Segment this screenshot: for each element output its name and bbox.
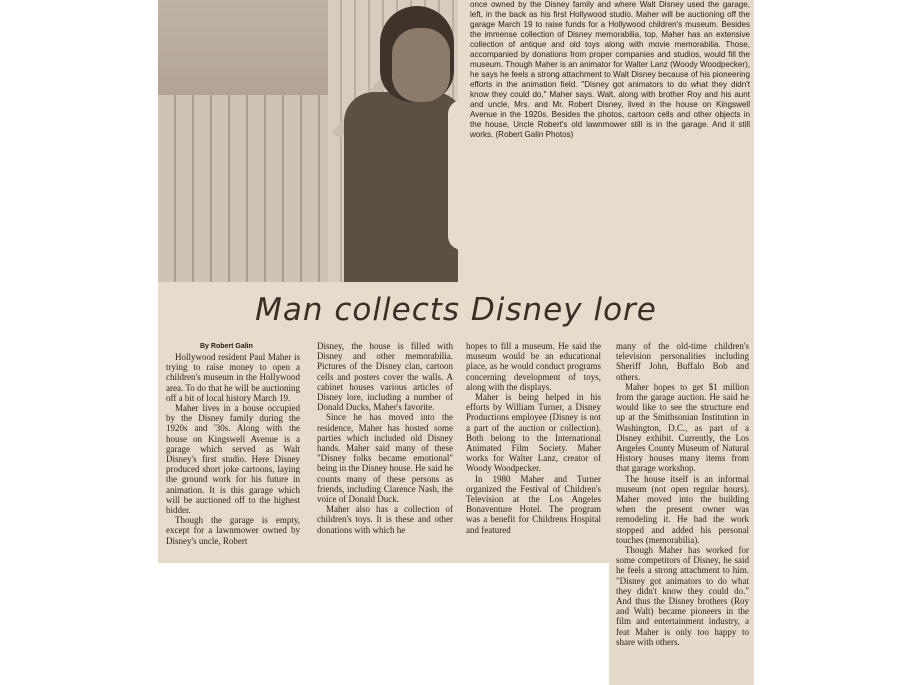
paragraph: Disney, the house is filled with Disney and other memorabilia. Pictures of the Disney clan, cartoon cells and posters cover the walls. A cabinet houses various articles of Disney lore, including a number of Donald Ducks, Maher's favorite.	[317, 341, 453, 413]
paragraph: Since he has moved into the residence, Maher has hosted some parties which included old Disney hands. Maher said many of these "Disney folks became emotional" being in the Disney house. He said he counts many of these persons as friends, including Clarence Nash, the voice of Donald Duck.	[317, 412, 453, 505]
paragraph: In 1980 Maher and Turner organized the Festival of Children's Television at the Los Angeles Bonaventure Hotel. The program was a benefit for Childrens Hospital and featured	[466, 473, 601, 535]
article-column-3	[466, 341, 601, 554]
photo-wall	[158, 95, 328, 282]
paragraph: The house itself is an informal museum (not open regular hours). Maher moved into the building when the present owner was remodeling it. He had the work stopped and added his personal touches (memorabilia).	[616, 473, 749, 545]
paragraph: Maher lives in a house occupied by the Disney family during the 1920s and '30s. Along with the house on Kingswell Avenue is a garage which served as Walt Disney's first studio. Here Disney produced short joke cartoons, laying the ground work for his future in animation. It is this garage which will be auctioned off to the highest bidder.	[166, 403, 300, 516]
photo-man-sleeve	[448, 100, 458, 250]
paragraph: Though Maher has worked for some competitors of Disney, he said he feels a strong attachment to him. "Disney got animators to do what they didn't know they could do." And thus the Disney brothers (Roy and Walt) became pioneers in the film and entertainment industry, a feat Maher is only too happy to share with others.	[616, 545, 749, 647]
paragraph: many of the old-time children's television personalities including Sheriff John, Buffalo Bob and others.	[616, 341, 749, 382]
photo-man-vest	[344, 92, 458, 282]
paragraph: hopes to fill a museum. He said the museum would be an educational place, as he would conduct programs concerning development of toys, along with the displays.	[466, 341, 601, 392]
article-column-4	[616, 341, 749, 677]
paragraph: Maher also has a collection of children's toys. It is these and other donations with which he	[317, 504, 453, 535]
paragraph: Hollywood resident Paul Maher is trying to raise money to open a children's museum in the Hollywood area. To do that he will be auctioning off a bit of local history March 19.	[166, 352, 300, 403]
paragraph: Though the garage is empty, except for a lawnmower owned by Disney's uncle, Robert	[166, 515, 300, 546]
byline: By Robert Galin	[200, 343, 253, 350]
photo-caption: once owned by the Disney family and where Walt Disney used the garage, left, in the back as his first Hollywood studio. Maher will be auctioning off the garage March 19 to raise funds for a Hollywood children's museum. Besides the immense collection of Disney memorabilia, top, Maher has an extensive collection of antique and old toys along with movie memorabilia. Those, accompanied by donations from proper companies and studios, would fill the museum. Though Maher is an animator for Walter Lanz (Woody Woodpecker), he says he feels a strong attachment to Walt Disney because of his pioneering efforts in the animation field. "Disney got animators to do what they didn't know they could do," Maher says. Walt, along with brother Roy and his aunt and uncle, Mrs. and Mr. Robert Disney, lived in the house on Kingswell Avenue in the 1920s. Besides the photos, cartoon cells and other objects in the house, Uncle Robert's old lawnmower still is in the garage. And it still works. (Robert Galin Photos)	[470, 0, 750, 139]
article-column-1	[166, 352, 300, 554]
headline: Man collects Disney lore	[255, 292, 657, 328]
paragraph: Maher is being helped in his efforts by William Turner, a Disney Productions employee (Disney is not a part of the auction or collection). Both belong to the International Animated Film Society. Maher works for Walter Lanz, creator of Woody Woodpecker.	[466, 392, 601, 474]
paragraph: Maher hopes to get $1 million from the garage auction. He said he would like to see the structure end up at the Smithsonian Institution in Washington, D.C., as part of a Disney exhibit. Currently, the Los Angeles County Museum of Natural History houses many items from that garage workshop.	[616, 381, 749, 474]
article-column-2	[317, 341, 453, 554]
man-at-garage-door-photo	[158, 0, 458, 282]
photo-man-face	[392, 28, 450, 102]
